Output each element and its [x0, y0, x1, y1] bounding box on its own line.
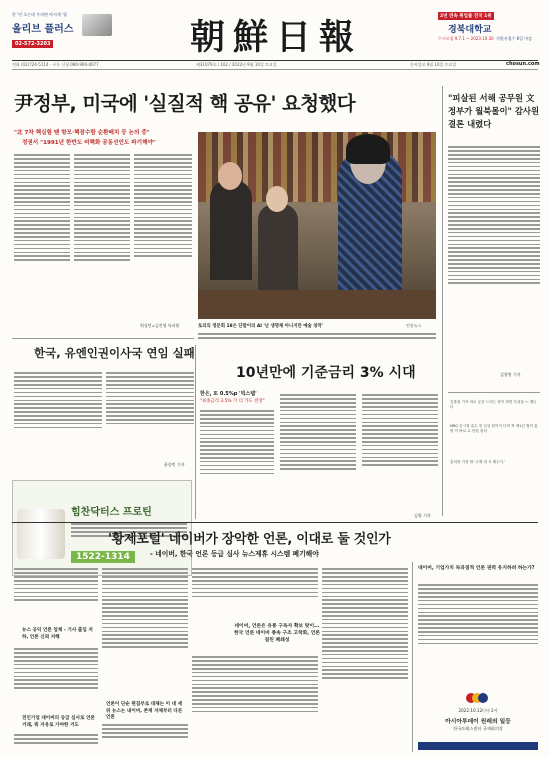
- protein-ad-bottles: [17, 509, 65, 559]
- ad-tag: 2년 연속 취업률 전국 1위: [440, 14, 492, 19]
- story-two-body-col-1: [14, 370, 102, 466]
- story-three-body-col-2: [280, 392, 356, 518]
- lower-deck: - 네이버, 한국 언론 등급 심사 뉴스제휴 시스템 폐기해야: [150, 550, 319, 558]
- masthead-left-ad[interactable]: [12, 12, 114, 54]
- ad-phone-badge: 02-572-3203: [12, 40, 53, 48]
- story-three-byline: 김영 기자: [414, 513, 431, 518]
- story-two-headline: 한국, 유엔인권이사국 연임 실패: [34, 346, 195, 360]
- photo-person-left: [210, 180, 252, 280]
- ad-line2: 지원서접수 6일 마감: [496, 36, 532, 41]
- sidebar-byline: 김형원 기자: [500, 372, 521, 377]
- sidebar-headline-text: "피살된 서해 공무원 文정부가 월북몰이" 감사원 결론 내렸다: [448, 93, 540, 129]
- lower-right-body: [418, 582, 538, 686]
- lower-body-col-1: [14, 566, 98, 626]
- ad-brand: 올리브 플러스: [12, 24, 74, 35]
- masthead-rule-bottom: [12, 69, 538, 70]
- note-box-line-3: 흥미를 가장 할 '주제 대 식 혜주기.': [450, 460, 506, 464]
- protein-ad-product-name: 힘찬닥터스 프로틴: [71, 507, 152, 518]
- ad-tagline: 한 '민 오는데 우의면 아시게 '청: [12, 12, 67, 17]
- lower-body-col-2: [102, 566, 188, 700]
- lead-deck-2: 정권서 "1991년 한반도 비핵화 공동선언도 파기해야": [22, 140, 156, 146]
- lower-body-col-1c: [14, 732, 98, 752]
- photo-person-mid-head: [266, 186, 288, 212]
- ad-line1: 수시모집 9.7.1 ~ 2023.10.30: [438, 36, 494, 41]
- photo-robot-hair: [346, 134, 390, 164]
- lower-box-2: 전인기업 네이버의 등급 심사로 언론 거래, 뭐 자유로 가야한 거도: [22, 716, 95, 728]
- lead-body-col-1: [14, 152, 70, 330]
- lower-body-col-4: [322, 566, 408, 752]
- event-title: 아시아투데이 원래의 일등: [445, 719, 511, 725]
- lead-body-col-3: [134, 152, 192, 322]
- event-logo-icon: [464, 690, 490, 704]
- event-footer-bar: [418, 742, 538, 750]
- sidebar-body: [448, 144, 540, 370]
- lead-photo: [198, 132, 436, 319]
- photo-person-mid: [258, 204, 298, 294]
- lead-headline: 尹정부, 미국에 '실질적 핵 공유' 요청했다: [14, 92, 355, 115]
- story-two-body-col-2: [106, 370, 194, 462]
- lower-right-question: 네이버, 기업가치 독과점적 언론 권력 유지하려 하는가?: [418, 566, 535, 571]
- photo-person-left-head: [218, 162, 242, 190]
- lead-body-col-2: [74, 152, 130, 330]
- event-venue: 한국프레스센터 국제회의장: [453, 726, 503, 731]
- masthead-right-ad[interactable]: [438, 12, 540, 52]
- photo-credit: 연합뉴스: [406, 323, 422, 328]
- site-link[interactable]: chosun.com: [506, 61, 540, 67]
- lower-body-col-3b: [192, 654, 318, 752]
- sidebar-headline: [448, 92, 540, 131]
- story-two-byline: 윤종빈 기자: [164, 462, 185, 467]
- masthead-left-info: 전화 (02)724-5114 · 구독 신청 080-900-0077: [12, 62, 99, 67]
- event-date: 2022.10.12(수) 2시: [458, 708, 498, 713]
- lower-story-top-rule: [12, 522, 538, 523]
- event-block[interactable]: [418, 690, 538, 752]
- story-three-body-col-1: [200, 408, 274, 518]
- lower-quote-2: 언론이 단순 편집부로 대체는 이 대 세 뒤 뉴스는 내이버, 존재 자체부터 다른 언론: [106, 702, 183, 720]
- story-three-headline: 10년만에 기준금리 3% 시대: [236, 365, 416, 381]
- column-rule-right: [442, 86, 443, 516]
- masthead-rule: [12, 60, 538, 61]
- ad-product-image: [82, 14, 112, 36]
- lower-headline: '황제포털' 네이버가 장악한 언론, 이대로 둘 것인가: [108, 532, 391, 547]
- lower-body-col-1b: [14, 646, 98, 716]
- lead-deck-1: "北 7차 핵실험 땐 항모·핵잠수함 순환배치 등 논의 중": [14, 130, 150, 136]
- note-box-line-1: 김춘원 기자 바로 웃음 드리는 장이 화면 특성을 느 행니다: [450, 400, 537, 410]
- protein-ad-phone: 1522-1314: [71, 551, 135, 563]
- lead-byline: 워싱턴=김진명 특파원: [140, 323, 180, 328]
- photo-caption: 토리의 정문회 18은 단말이리 AI '난 생명체 아니지만 예술 창작': [198, 324, 324, 329]
- issue-line: 제31079호 / 102 / 2022년 9월 10일 토요일: [196, 62, 277, 67]
- masthead-right-info: 동아일보 9월 10일 토요일: [410, 62, 457, 67]
- lower-quote-1: 네이버, 언론은 유통 구독자 확보 탓이... 한국 언론 네이버 종속 구조 고착화, 언론 질린 폐쇄성: [234, 624, 320, 643]
- lower-box-1: 뉴스 공익 언론 업체 - 기사 출입 저하, 언론 신뢰 저해: [22, 628, 93, 640]
- ad-university-name: 경북대학교: [448, 25, 492, 35]
- story-three-body-col-3: [362, 392, 438, 514]
- column-rule-left: [195, 345, 196, 519]
- photo-caption-text: [198, 331, 436, 343]
- photo-table: [198, 290, 436, 319]
- story-three-kicker: 한은, 또 0.5%p '빅스텝': [200, 391, 257, 397]
- note-box-line-2: MBC·김시정 흥수 현 일상 원이이 다비 싹 제1년 월이 분명 이 바로 수 만한 원의: [450, 424, 538, 434]
- story-two-top-rule: [12, 338, 194, 339]
- story-three-kicker2: "최종금리 3.5% 가 더 가도 전망": [200, 399, 265, 404]
- lower-body-col-3: [192, 566, 318, 622]
- lower-body-col-2b: [102, 722, 188, 752]
- lower-column-rule: [412, 562, 413, 752]
- note-box-rule: [448, 392, 540, 393]
- masthead-title: 朝鮮日報: [189, 17, 362, 58]
